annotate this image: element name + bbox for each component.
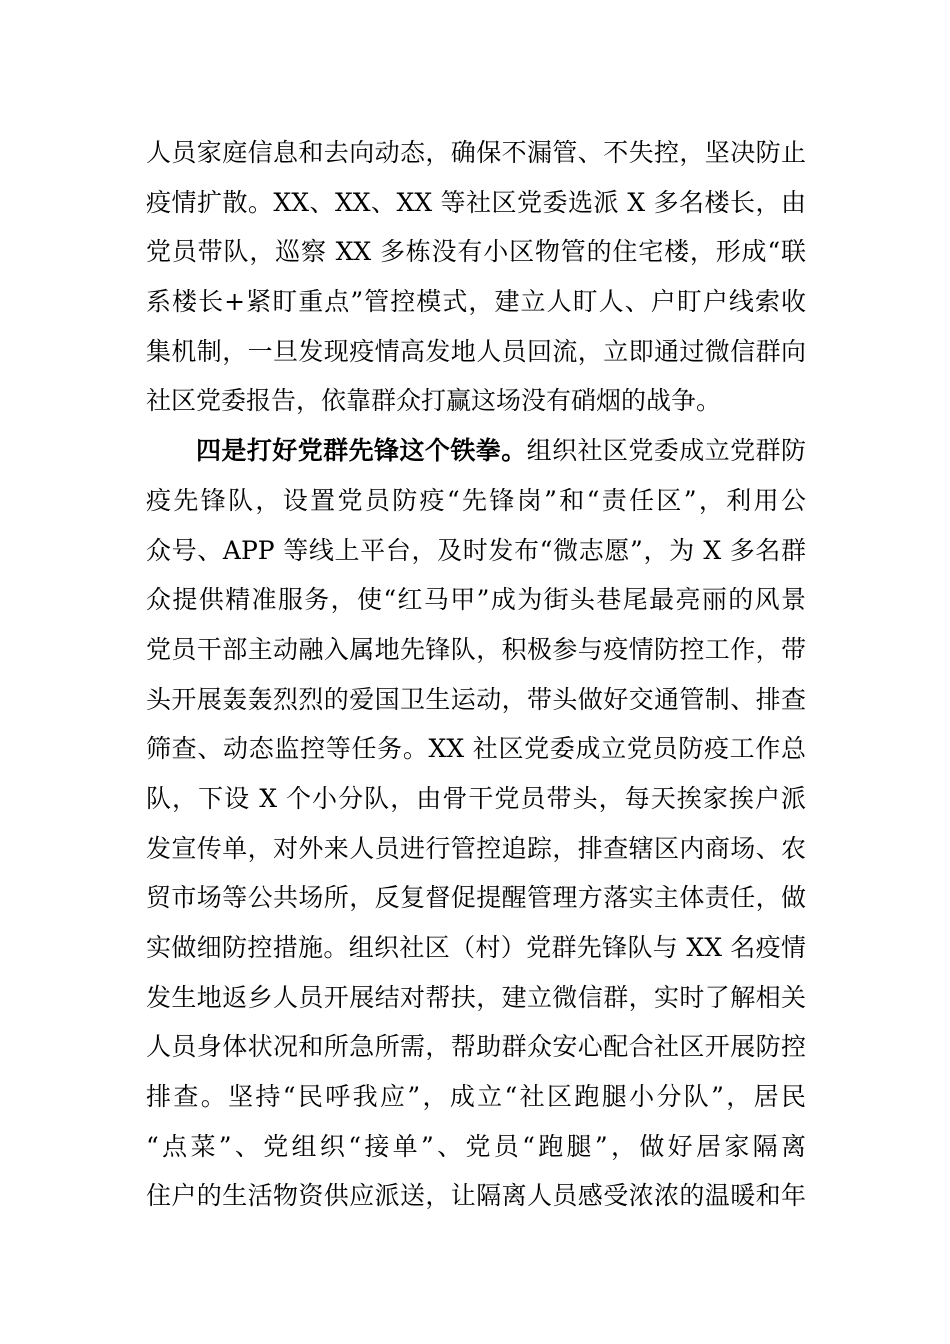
text-line: 党员带队，巡察 XX 多栋没有小区物管的住宅楼，形成“联	[146, 237, 806, 267]
text-line: 筛查、动态监控等任务。XX 社区党委成立党员防疫工作总	[146, 734, 806, 764]
text-line: 人员家庭信息和去向动态，确保不漏管、不失控，坚决防止	[146, 138, 806, 167]
text-line: 发宣传单，对外来人员进行管控追踪，排查辖区内商场、农	[146, 833, 806, 863]
paragraph-first-line	[146, 426, 806, 476]
text-line: 社区党委报告，依靠群众打赢这场没有硝烟的战争。	[146, 386, 722, 416]
text-line: 排查。坚持“民呼我应”，成立“社区跑腿小分队”，居民	[146, 1082, 806, 1112]
document-body	[146, 128, 806, 1221]
paragraph-heading: 四是打好党群先锋这个铁拳。	[196, 436, 527, 466]
text-line: 系楼长+紧盯重点”管控模式，建立人盯人、户盯户线索收	[146, 287, 806, 317]
text-line: 发生地返乡人员开展结对帮扶，建立微信群，实时了解相关	[146, 982, 806, 1012]
paragraph-1	[146, 128, 806, 426]
text-line: 疫情扩散。XX、XX、XX 等社区党委选派 X 多名楼长，由	[146, 187, 806, 217]
text-line: 队，下设 X 个小分队，由骨干党员带头，每天挨家挨户派	[146, 783, 806, 813]
text-line: 头开展轰轰烈烈的爱国卫生运动，带头做好交通管制、排查	[146, 684, 806, 714]
text-line: 疫先锋队，设置党员防疫“先锋岗”和“责任区”，利用公	[146, 485, 806, 515]
text-line: 贸市场等公共场所，反复督促提醒管理方落实主体责任，做	[146, 883, 806, 913]
text-line: 住户的生活物资供应派送，让隔离人员感受浓浓的温暖和年	[146, 1181, 806, 1211]
text-line: 党员干部主动融入属地先锋队，积极参与疫情防控工作，带	[146, 634, 806, 664]
paragraph-2	[146, 426, 806, 1221]
text-line: 实做细防控措施。组织社区（村）党群先锋队与 XX 名疫情	[146, 933, 806, 962]
text-line: 众号、APP 等线上平台，及时发布“微志愿”，为 X 多名群	[146, 535, 806, 565]
text-line: 集机制，一旦发现疫情高发地人员回流，立即通过微信群向	[146, 336, 806, 366]
text-line: 众提供精准服务，使“红马甲”成为街头巷尾最亮丽的风景	[146, 585, 806, 615]
text-line: “点菜”、党组织“接单”、党员“跑腿”，做好居家隔离	[146, 1131, 806, 1161]
text-line: 人员身体状况和所急所需，帮助群众安心配合社区开展防控	[146, 1032, 806, 1062]
paragraph-first-line-text: 组织社区党委成立党群防	[526, 436, 806, 466]
